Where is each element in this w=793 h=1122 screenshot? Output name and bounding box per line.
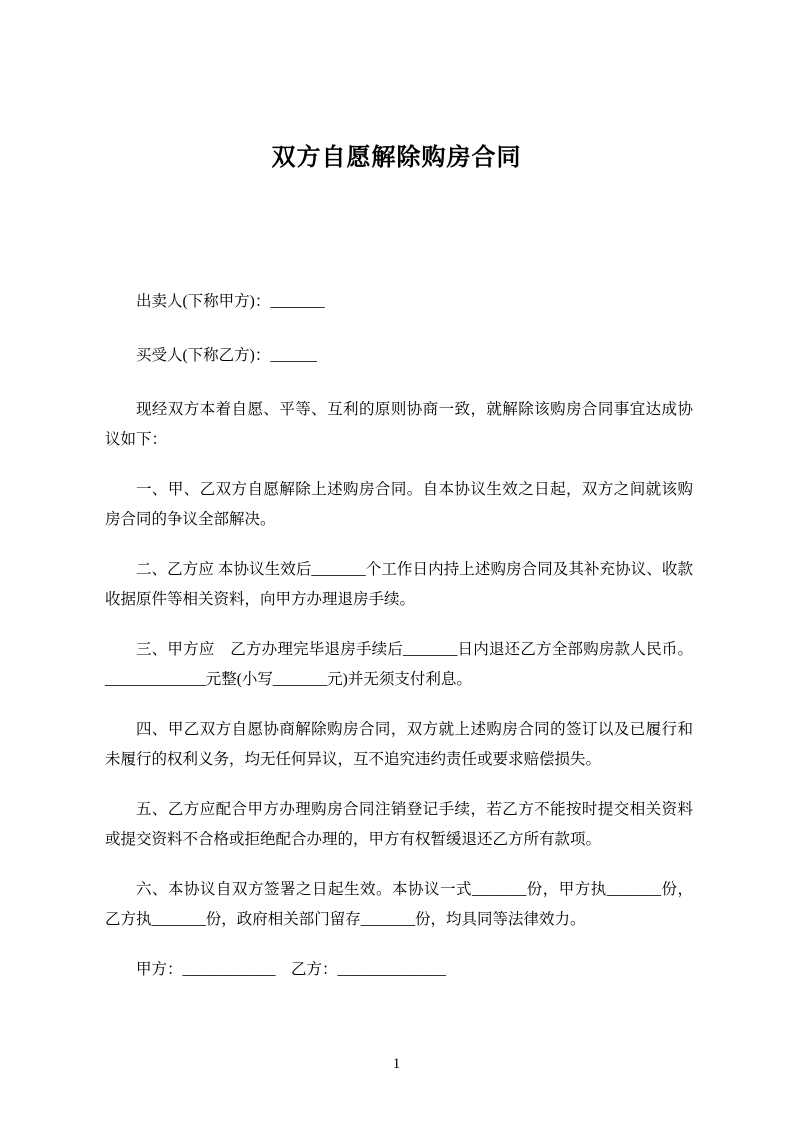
clause-1-paragraph: 一、甲、乙双方自愿解除上述购房合同。自本协议生效之日起，双方之间就该购房合同的争议全部解决。 bbox=[105, 481, 693, 528]
page-number: 1 bbox=[392, 1056, 401, 1072]
clause-2-paragraph: 二、乙方应 本协议生效后_______个工作日内持上述购房合同及其补充协议、收款收据原件等相关资料，向甲方办理退房手续。 bbox=[105, 561, 693, 608]
clause-4-paragraph: 四、甲乙双方自愿协商解除购房合同，双方就上述购房合同的签订以及已履行和未履行的权利义务，均无任何异议，互不追究违约责任或要求赔偿损失。 bbox=[105, 721, 693, 768]
party-buyer-line: 买受人(下称乙方)：______ bbox=[136, 347, 317, 364]
document-body bbox=[0, 287, 793, 985]
clause-3-paragraph: 三、甲方应 乙方办理完毕退房手续后_______日内退还乙方全部购房款人民币。_____________元整(小写_______元)并无须支付利息。 bbox=[105, 641, 693, 688]
document-title: 双方自愿解除购房合同 bbox=[271, 145, 522, 171]
clause-5-paragraph: 五、乙方应配合甲方办理购房合同注销登记手续，若乙方不能按时提交相关资料或提交资料不合格或拒绝配合办理的，甲方有权暂缓退还乙方所有款项。 bbox=[105, 801, 693, 848]
party-seller-line: 出卖人(下称甲方)：_______ bbox=[136, 293, 325, 310]
preamble-paragraph: 现经双方本着自愿、平等、互利的原则协商一致，就解除该购房合同事宜达成协议如下： bbox=[105, 401, 693, 448]
clause-6-paragraph: 六、本协议自双方签署之日起生效。本协议一式_______份，甲方执_______份，乙方执_______份，政府相关部门留存_______份，均具同等法律效力。 bbox=[105, 881, 693, 928]
signature-line: 甲方：____________ 乙方：______________ bbox=[136, 961, 447, 978]
